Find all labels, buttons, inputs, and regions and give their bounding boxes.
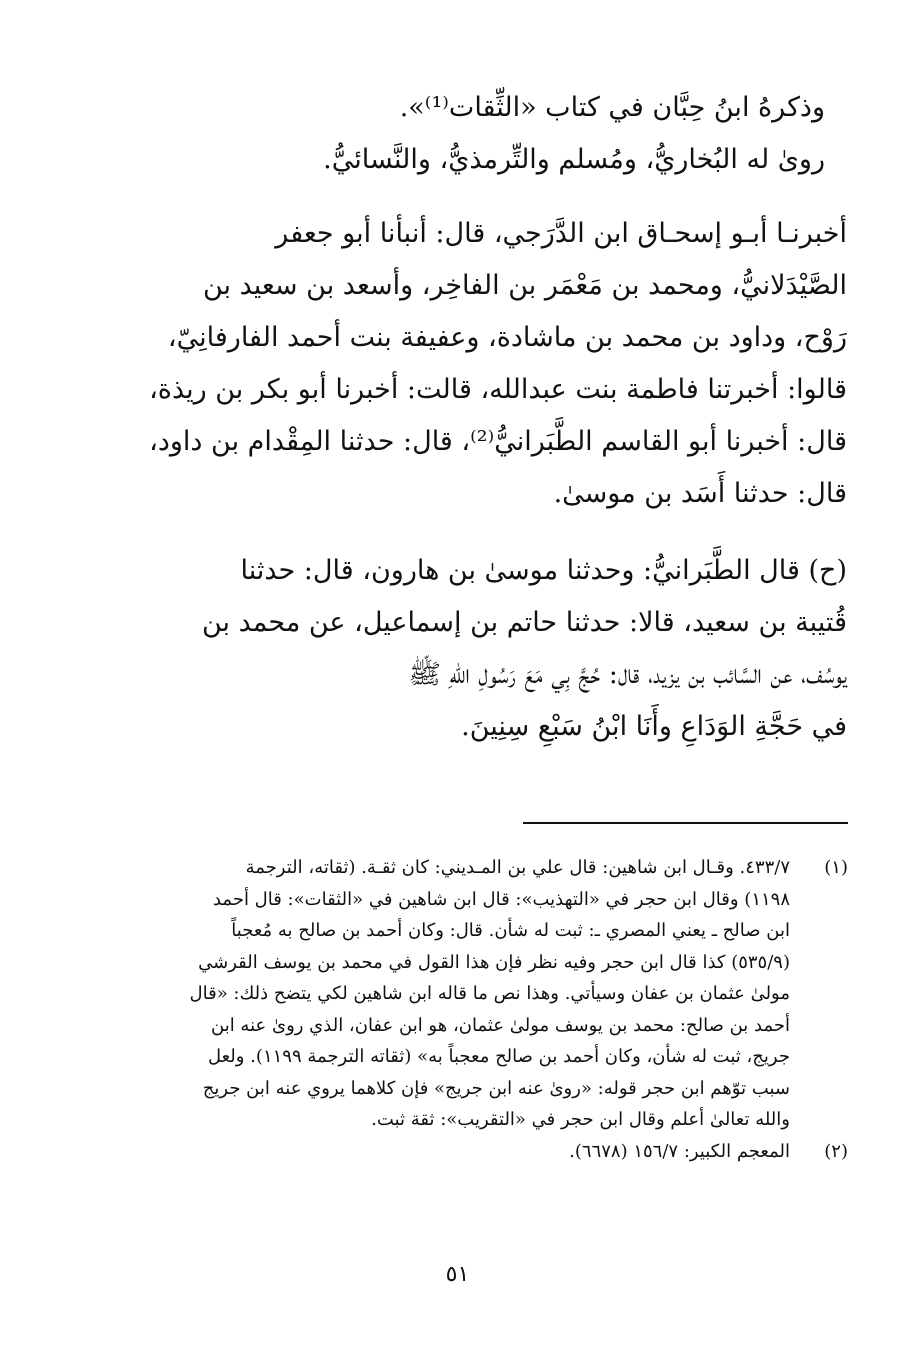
intro-line-2: روىٰ له البُخاريُّ، ومُسلم والتِّرمذيُّ، والنَّسائيُّ. bbox=[323, 144, 825, 175]
footnote-line: أحمد بن صالح: محمد بن يوسف مولىٰ عثمان، هو ابن عفان، الذي روىٰ عنه ابن bbox=[211, 1014, 790, 1036]
hadith-line: (ح) قال الطَّبَرانيُّ: وحدثنا موسىٰ بن هارون، قال: حدثنا bbox=[240, 555, 847, 586]
footnote-1 bbox=[118, 852, 848, 1136]
hadith-paragraph bbox=[122, 545, 847, 753]
footnote-line: والله تعالىٰ أعلم وقال ابن حجر في «التقريب»: ثقة ثبت. bbox=[371, 1109, 790, 1130]
footnote-line: سبب توّهم ابن حجر قوله: «روىٰ عنه ابن جريج» فإن كلاهما يروي عنه ابن جريج bbox=[202, 1077, 790, 1099]
footnote-line: المعجم الكبير: ١٥٦/٧ (٦٦٧٨). bbox=[569, 1140, 790, 1162]
isnad-line: أخبرنـا أبـو إسحـاق ابن الدَّرَجي، قال: أنبأنا أبو جعفر bbox=[275, 218, 847, 249]
page-number: ٥١ bbox=[445, 1262, 470, 1287]
footnote-line: (٥٣٥/٩) كذا قال ابن حجر وفيه نظر فإن هذا القول في محمد بن يوسف القرشي bbox=[198, 951, 790, 973]
hadith-line: في حَجَّةِ الوَدَاعِ وأَنَا ابْنُ سَبْعِ سِنِينَ. bbox=[461, 711, 847, 742]
footnote-number: (١) bbox=[824, 857, 848, 878]
isnad-paragraph bbox=[122, 208, 847, 520]
intro-line-1: وذكرهُ ابنُ حِبَّان في كتاب «الثِّقات⁽¹⁾». bbox=[399, 92, 825, 123]
isnad-line: قالوا: أخبرتنا فاطمة بنت عبدالله، قالت: أخبرنا أبو بكر بن ريذة، bbox=[149, 374, 847, 405]
isnad-line: الصَّيْدَلانيُّ، ومحمد بن مَعْمَر بن الفاخِر، وأسعد بن سعيد بن bbox=[202, 270, 847, 301]
footnote-line: ١١٩٨) وقال ابن حجر في «التهذيب»: قال ابن شاهين في «الثقات»: قال أحمد bbox=[212, 888, 790, 910]
isnad-line: قال: حدثنا أَسَد بن موسىٰ. bbox=[553, 478, 847, 509]
footnote-line: ٤٣٣/٧. وقـال ابن شاهين: قال علي بن المـديني: كان ثقـة. (ثقاته، الترجمة bbox=[245, 857, 790, 878]
hadith-line: يوسُف، عن السَّائب بن يزيد، قال: حُجَّ بِي مَعَ رَسُولِ اللهِ ﷺ bbox=[408, 659, 847, 690]
isnad-line: رَوْح، وداود بن محمد بن ماشادة، وعفيفة بنت أحمد الفارفانِيّ، bbox=[167, 322, 847, 353]
footnote-line: مولىٰ عثمان بن عفان وسيأتي. وهذا نص ما قاله ابن شاهين لكي يتضح ذلك: «قال bbox=[189, 983, 790, 1004]
footnote-number: (٢) bbox=[824, 1140, 848, 1162]
footnote-2 bbox=[118, 1136, 848, 1168]
hadith-line: قُتيبة بن سعيد، قالا: حدثنا حاتم بن إسماعيل، عن محمد بن bbox=[201, 607, 847, 638]
isnad-line: قال: أخبرنا أبو القاسم الطَّبَرانيُّ⁽²⁾، قال: حدثنا المِقْدام بن داود، bbox=[149, 426, 847, 457]
footnote-divider bbox=[523, 822, 848, 824]
footnote-text bbox=[118, 852, 790, 1136]
footnote-text bbox=[118, 1136, 790, 1168]
footnote-line: ابن صالح ـ يعني المصري ـ: ثبت له شأن. قال: وكان أحمد بن صالح به مُعجباً bbox=[231, 920, 790, 941]
footnotes bbox=[118, 852, 848, 1167]
footnote-line: جريج، ثبت له شأن، وكان أحمد بن صالح معجباً به» (ثقاته الترجمة ١١٩٩). ولعل bbox=[207, 1046, 790, 1067]
